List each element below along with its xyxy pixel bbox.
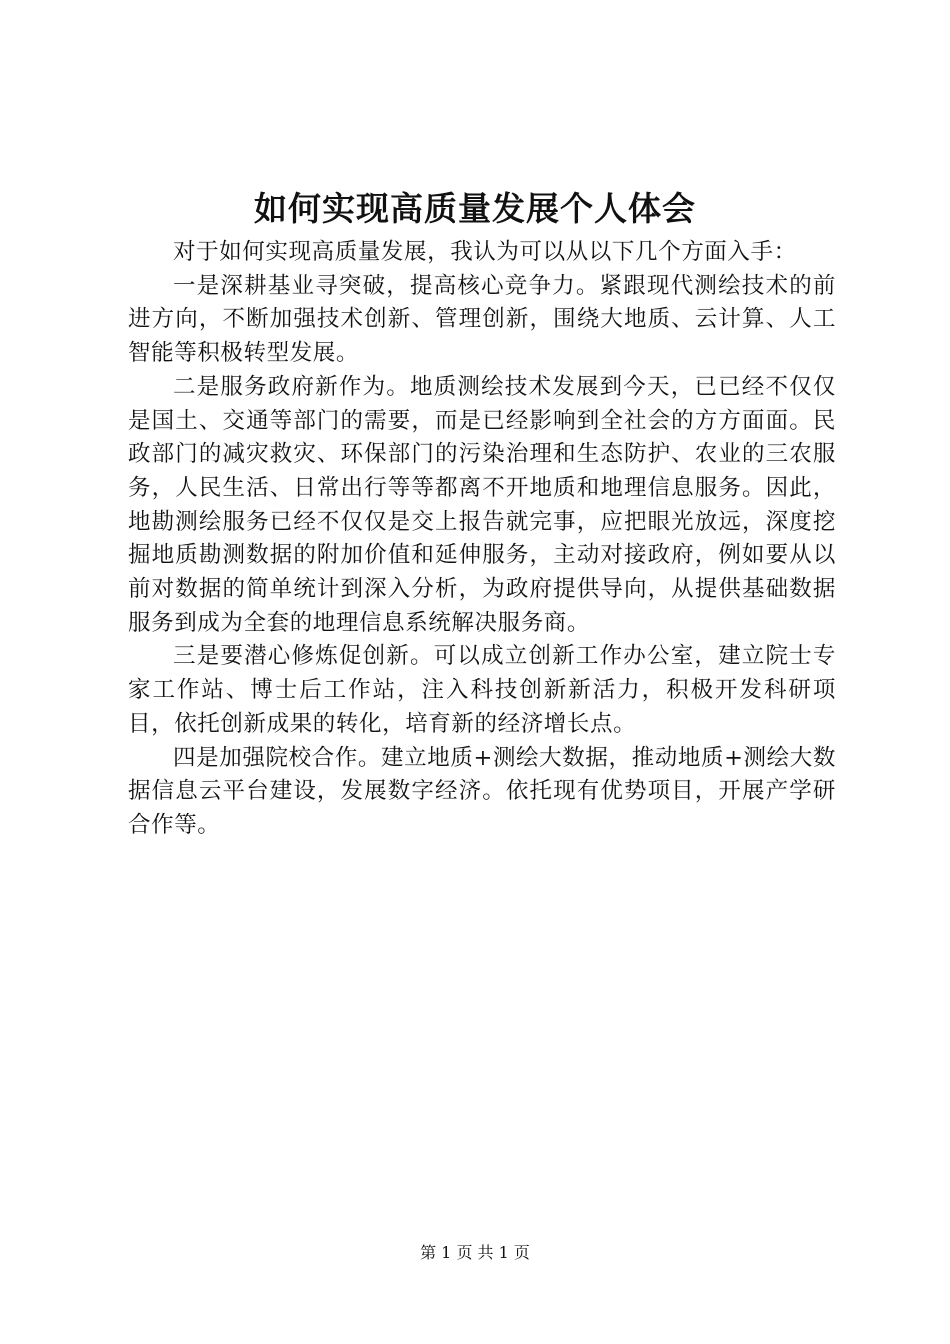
page-footer: 第 1 页 共 1 页 [420,1243,530,1262]
paragraph-point-three: 三是要潜心修炼促创新。可以成立创新工作办公室，建立院士专家工作站、博士后工作站，注入科技创新新活力，积极开发科研项目，依托创新成果的转化，培育新的经济增长点。 [128,643,836,737]
paragraph-point-four: 四是加强院校合作。建立地质+测绘大数据，推动地质+测绘大数据信息云平台建设，发展数字经济。依托现有优势项目，开展产学研合作等。 [128,744,836,838]
document-body [128,236,836,843]
paragraph-point-one: 一是深耕基业寻突破，提高核心竞争力。紧跟现代测绘技术的前进方向，不断加强技术创新、管理创新，围绕大地质、云计算、人工智能等积极转型发展。 [128,272,836,367]
document-title: 如何实现高质量发展个人体会 [254,189,696,228]
paragraph-intro: 对于如何实现高质量发展，我认为可以从以下几个方面入手： [173,239,797,265]
paragraph-point-two: 二是服务政府新作为。地质测绘技术发展到今天，已已经不仅仅是国土、交通等部门的需要，而是已经影响到全社会的方方面面。民政部门的减灾救灾、环保部门的污染治理和生态防护、农业的三农服务，人民生活、日常出行等等都离不开地质和地理信息服务。因此，地勘测绘服务已经不仅仅是交上报告就完事，应把眼光放远，深度挖掘地质勘测数据的附加价值和延伸服务，主动对接政府，例如要从以前对数据的简单统计到深入分析，为政府提供导向，从提供基础数据服务到成为全套的地理信息系统解决服务商。 [128,373,836,636]
